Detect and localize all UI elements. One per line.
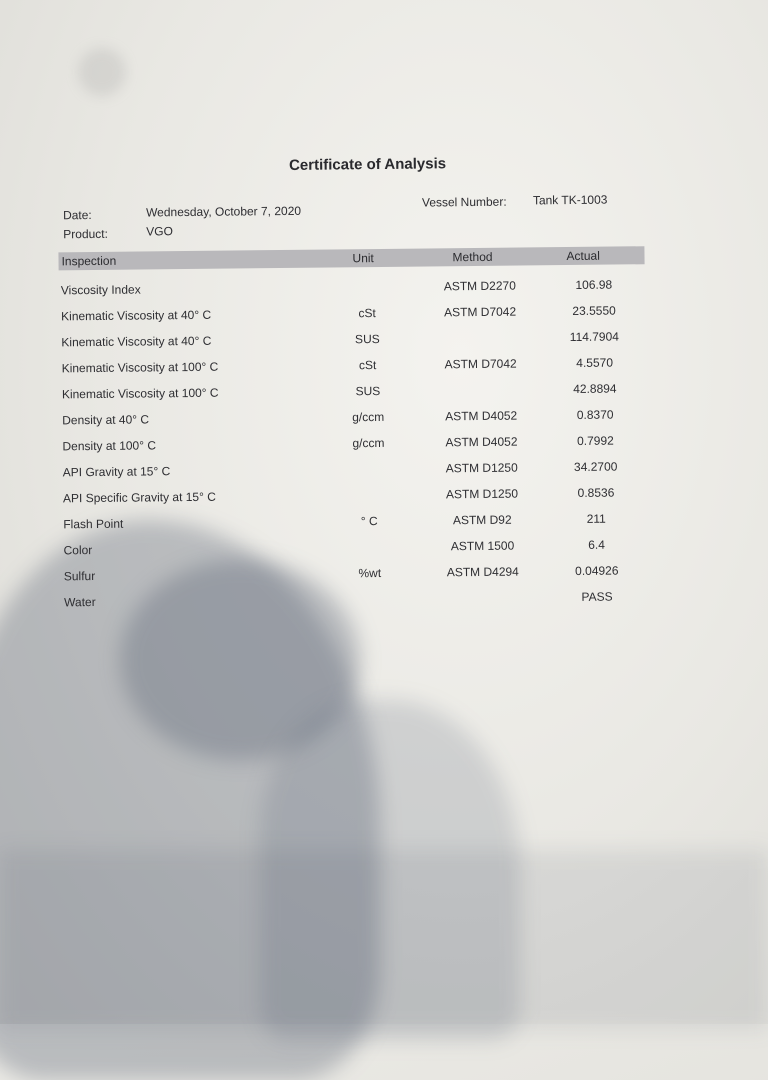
table-row [60,381,646,407]
cell-actual: 106.98 [575,277,613,292]
table-row [61,485,647,511]
table-row [60,355,646,381]
table-row [62,563,648,589]
cell-inspection: Kinematic Viscosity at 40° C [61,333,212,350]
cell-actual: 0.7992 [577,433,614,448]
vessel-label: Vessel Number: [421,194,507,210]
cell-method [428,590,538,591]
cell-unit [339,540,399,541]
cell-inspection: Density at 40° C [62,412,150,428]
cell-method: ASTM D1250 [445,460,518,476]
table-row [62,589,648,615]
cell-inspection: API Gravity at 15° C [62,464,171,480]
cell-actual: 0.04926 [575,563,619,578]
cell-method: ASTM D4052 [445,434,518,450]
cell-actual: 114.7904 [569,329,619,345]
date-label: Date: [62,208,92,223]
cell-unit: ° C [360,514,378,529]
cell-method [426,382,536,383]
table-row [61,537,647,563]
table-row [60,433,646,459]
cell-inspection: Water [64,594,96,610]
product-label: Product: [63,226,109,242]
cell-actual: 23.5550 [572,303,616,318]
cell-unit: cSt [358,306,376,321]
cell-method: ASTM D2270 [443,278,516,294]
cell-unit: SUS [355,383,381,399]
cell-method: ASTM D1250 [445,486,519,502]
cell-unit: %wt [358,565,382,581]
cell-actual: 4.5570 [576,355,614,370]
table-row [59,329,645,355]
table-row [59,303,645,329]
table-header [58,246,644,270]
date-value: Wednesday, October 7, 2020 [145,203,302,220]
cell-unit: g/ccm [352,435,385,451]
cell-method: ASTM D4052 [445,408,518,424]
cell-actual: 211 [586,511,606,526]
cell-method: ASTM D7042 [444,356,517,372]
product-value: VGO [146,224,173,239]
cell-unit: g/ccm [352,409,385,425]
cell-inspection: Kinematic Viscosity at 100° C [61,359,219,376]
cell-inspection: Viscosity Index [60,282,141,298]
cell-method: ASTM D4294 [446,564,519,580]
cell-unit [337,280,397,281]
cell-actual: PASS [581,589,613,604]
cell-inspection: API Specific Gravity at 15° C [62,489,216,506]
cell-inspection: Color [63,543,93,558]
table-row [61,511,647,537]
cell-inspection: Density at 100° C [62,438,157,454]
cell-actual: 0.8370 [576,407,614,422]
header-inspection: Inspection [61,253,117,269]
cell-unit [340,592,400,593]
cell-unit [339,488,399,489]
cell-actual: 34.2700 [573,459,618,474]
table-row [59,277,645,303]
cell-method: ASTM D7042 [443,304,517,320]
header-actual: Actual [566,248,600,264]
cell-actual: 42.8894 [573,381,617,396]
cell-inspection: Flash Point [63,516,124,532]
cell-unit: SUS [354,332,380,347]
cell-method: ASTM D92 [452,512,512,528]
cell-method: ASTM 1500 [450,538,515,554]
vessel-value: Tank TK-1003 [532,192,608,208]
cell-method [425,330,535,331]
cell-inspection: Kinematic Viscosity at 100° C [61,385,219,402]
cell-inspection: Sulfur [63,568,96,584]
cell-unit [339,462,399,463]
table-row [61,459,647,485]
header-unit: Unit [352,251,374,266]
document-title: Certificate of Analysis [288,155,447,174]
cell-inspection: Kinematic Viscosity at 40° C [61,307,212,324]
cell-actual: 6.4 [588,537,605,552]
header-method: Method [452,249,493,265]
cell-unit: cSt [358,358,377,373]
table-row [60,407,646,433]
cell-actual: 0.8536 [577,485,615,500]
